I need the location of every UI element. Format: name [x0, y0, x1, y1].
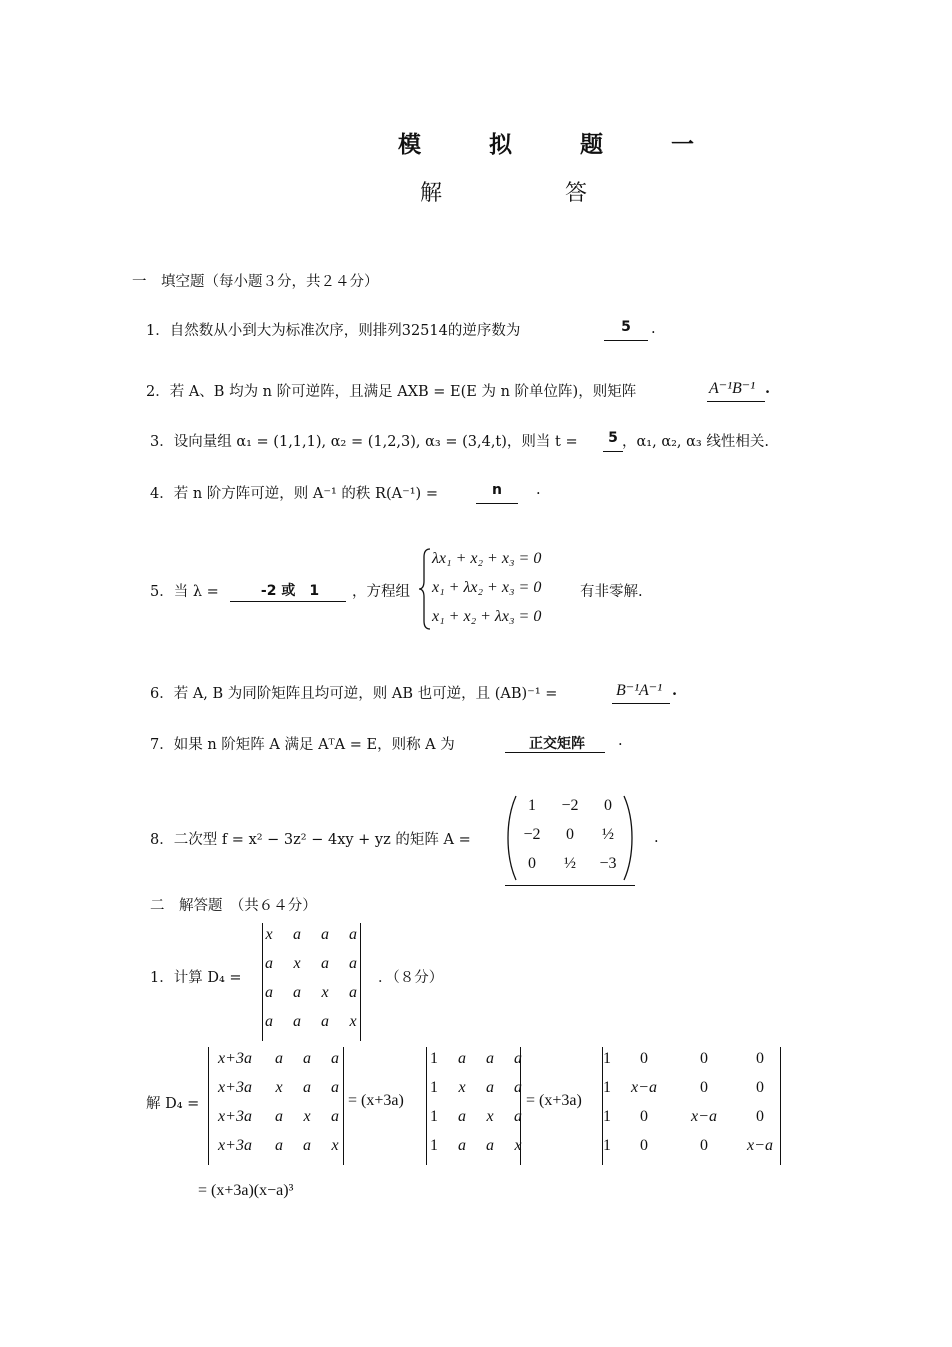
sol-det3-cell: 0 — [640, 1050, 648, 1067]
sol-det3-cell: x−a — [691, 1108, 717, 1125]
q8-answer-underline — [505, 885, 635, 886]
sol-det3-cell: x−a — [747, 1137, 773, 1154]
q2-period: . — [765, 380, 771, 397]
sol-det3-cell: 0 — [640, 1137, 648, 1154]
sol-det2-cell: a — [486, 1137, 494, 1154]
sol-det1-cell: a — [331, 1108, 339, 1125]
q8-matrix-cell: −2 — [523, 826, 541, 843]
sol-det2-left-bar — [426, 1047, 427, 1165]
p1-det-cell: x — [265, 926, 273, 943]
q4-text: 4．若 n 阶方阵可逆，则 A⁻¹ 的秩 R(A⁻¹) = — [150, 486, 438, 502]
q5-tail: 有非零解. — [580, 584, 643, 600]
p1-det-cell: a — [293, 984, 301, 1001]
q4-answer-underline — [476, 503, 518, 504]
sol-det3-cell: 1 — [603, 1050, 611, 1067]
sol-det2-cell: 1 — [430, 1137, 438, 1154]
sol-det2-cell: a — [458, 1137, 466, 1154]
q3-answer-underline — [603, 451, 623, 452]
q5-left-brace — [418, 547, 432, 631]
sol-det2-cell: 1 — [430, 1108, 438, 1125]
q5-eq1: λx₁ + x₂ + x₃ = 0 — [432, 550, 542, 567]
sol-det1-cell: x+3a — [218, 1050, 252, 1067]
p1-det-cell: a — [265, 955, 273, 972]
q5-eq2: x₁ + λx₂ + x₃ = 0 — [432, 579, 542, 596]
q8-matrix-cell: −2 — [561, 797, 579, 814]
sol-det1-cell: x — [303, 1108, 311, 1125]
q2-text: 2．若 A、B 均为 n 阶可逆阵，且满足 AXB = E(E 为 n 阶单位阵)，则矩阵 — [146, 384, 637, 400]
sol-det1-cell: x+3a — [218, 1108, 252, 1125]
q5-eq3: x₁ + x₂ + λx₃ = 0 — [432, 608, 542, 625]
q1-answer: 5 — [621, 319, 631, 335]
sol-eq1: = (x+3a) — [348, 1092, 404, 1109]
q4-answer: n — [492, 482, 502, 498]
sol-result: = (x+3a)(x−a)³ — [198, 1182, 294, 1199]
q1-text: 1．自然数从小到大为标准次序，则排列32514的逆序数为 — [146, 323, 521, 339]
sol-det2-cell: a — [514, 1050, 522, 1067]
sol-eq2: = (x+3a) — [526, 1092, 582, 1109]
sol-det3-cell: 0 — [756, 1050, 764, 1067]
p1-det-cell: a — [265, 1013, 273, 1030]
sol-det1-cell: a — [303, 1137, 311, 1154]
p1-det-cell: x — [321, 984, 329, 1001]
p1-score: ．（８分） — [378, 970, 444, 986]
q8-matrix-cell: −3 — [599, 855, 617, 872]
q1-period: . — [651, 321, 656, 337]
sol-det2-cell: 1 — [430, 1050, 438, 1067]
q8-matrix-cell: 0 — [604, 797, 612, 814]
q8-matrix-cell: 1 — [528, 797, 536, 814]
q2-answer-underline — [707, 401, 765, 402]
sol-det1-cell: a — [331, 1079, 339, 1096]
sol-det2-cell: a — [458, 1108, 466, 1125]
sol-det3-cell: 0 — [756, 1079, 764, 1096]
q8-matrix-cell: ½ — [564, 855, 576, 872]
p1-det-cell: a — [265, 984, 273, 1001]
sol-det2-cell: a — [458, 1050, 466, 1067]
p1-det-cell: a — [349, 955, 357, 972]
section-answer-heading: 二 解答题 （共６４分） — [150, 898, 317, 914]
sol-det2-cell: x — [458, 1079, 466, 1096]
section-fill-in-heading: 一 填空题（每小题３分，共２４分） — [132, 274, 379, 290]
p1-det-cell: a — [293, 1013, 301, 1030]
sol-det3-cell: 0 — [700, 1050, 708, 1067]
q8-matrix-cell: 0 — [528, 855, 536, 872]
p1-det-cell: a — [321, 955, 329, 972]
q6-period: . — [672, 682, 678, 699]
sol-det1-cell: a — [275, 1108, 283, 1125]
p1-det-cell: a — [349, 984, 357, 1001]
q3-tail: ，α₁, α₂, α₃ 线性相关. — [622, 434, 769, 450]
q6-answer: B⁻¹A⁻¹ — [616, 682, 663, 699]
p1-det-cell: a — [321, 926, 329, 943]
sol-det2-cell: a — [486, 1079, 494, 1096]
page-title: 模 拟 题 一 — [398, 132, 725, 158]
p1-det-right-bar — [360, 923, 361, 1041]
sol-det1-cell: x — [275, 1079, 283, 1096]
sol-det3-cell: 0 — [756, 1108, 764, 1125]
sol-det3-cell: 1 — [603, 1137, 611, 1154]
sol-det2-right-bar — [520, 1047, 521, 1165]
q1-answer-underline — [604, 340, 648, 341]
sol-det1-left-bar — [208, 1047, 209, 1165]
sol-det2-cell: a — [514, 1079, 522, 1096]
q5-text: 5．当 λ = — [150, 584, 219, 600]
q7-answer: 正交矩阵 — [529, 736, 585, 752]
sol-det2-cell: a — [486, 1050, 494, 1067]
q7-answer-underline — [505, 752, 605, 753]
sol-det1-cell: a — [303, 1050, 311, 1067]
sol-det3-cell: 1 — [603, 1079, 611, 1096]
sol-det2-cell: 1 — [430, 1079, 438, 1096]
q3-text: 3．设向量组 α₁ = (1,1,1), α₂ = (1,2,3), α₃ = (3,4,t)，则当 t = — [150, 434, 578, 450]
sol-det3-cell: x−a — [631, 1079, 657, 1096]
q3-answer: 5 — [608, 430, 618, 446]
sol-det1-cell: x — [331, 1137, 339, 1154]
sol-det1-cell: a — [275, 1050, 283, 1067]
p1-det-left-bar — [262, 923, 263, 1041]
q6-text: 6．若 A, B 为同阶矩阵且均可逆，则 AB 也可逆，且 (AB)⁻¹ = — [150, 686, 558, 702]
p1-text: 1．计算 D₄ = — [150, 970, 242, 986]
page-subtitle: 解 答 — [420, 181, 645, 206]
sol-det1-right-bar — [343, 1047, 344, 1165]
q8-text: 8．二次型 f = x² − 3z² − 4xy + yz 的矩阵 A = — [150, 832, 471, 848]
q8-period: . — [654, 830, 659, 846]
sol-det3-cell: 0 — [640, 1108, 648, 1125]
sol-det3-cell: 0 — [700, 1079, 708, 1096]
p1-det-cell: a — [321, 1013, 329, 1030]
sol-det3-left-bar — [602, 1047, 603, 1165]
q5-answer-underline — [230, 601, 346, 602]
p1-det-cell: a — [293, 926, 301, 943]
q4-period: . — [536, 482, 541, 498]
sol-det2-cell: x — [514, 1137, 522, 1154]
sol-det1-cell: x+3a — [218, 1079, 252, 1096]
p1-det-cell: x — [349, 1013, 357, 1030]
sol-det1-cell: a — [331, 1050, 339, 1067]
sol-det1-cell: a — [275, 1137, 283, 1154]
sol-det1-cell: x+3a — [218, 1137, 252, 1154]
p1-det-cell: a — [349, 926, 357, 943]
sol-det1-cell: a — [303, 1079, 311, 1096]
q2-answer: A⁻¹B⁻¹ — [709, 380, 756, 397]
q7-text: 7．如果 n 阶矩阵 A 满足 AᵀA = E，则称 A 为 — [150, 737, 455, 753]
sol-det2-cell: a — [514, 1108, 522, 1125]
sol-label: 解 D₄ = — [146, 1096, 200, 1112]
sol-det3-right-bar — [780, 1047, 781, 1165]
q5-answer: -2 或 1 — [260, 583, 320, 599]
sol-det3-cell: 1 — [603, 1108, 611, 1125]
q6-answer-underline — [612, 703, 670, 704]
p1-det-cell: x — [293, 955, 301, 972]
q8-matrix-cell: 0 — [566, 826, 574, 843]
q5-mid: ，方程组 — [352, 584, 410, 600]
q7-period: . — [618, 733, 623, 749]
sol-det2-cell: x — [486, 1108, 494, 1125]
sol-det3-cell: 0 — [700, 1137, 708, 1154]
q8-matrix-cell: ½ — [602, 826, 614, 843]
